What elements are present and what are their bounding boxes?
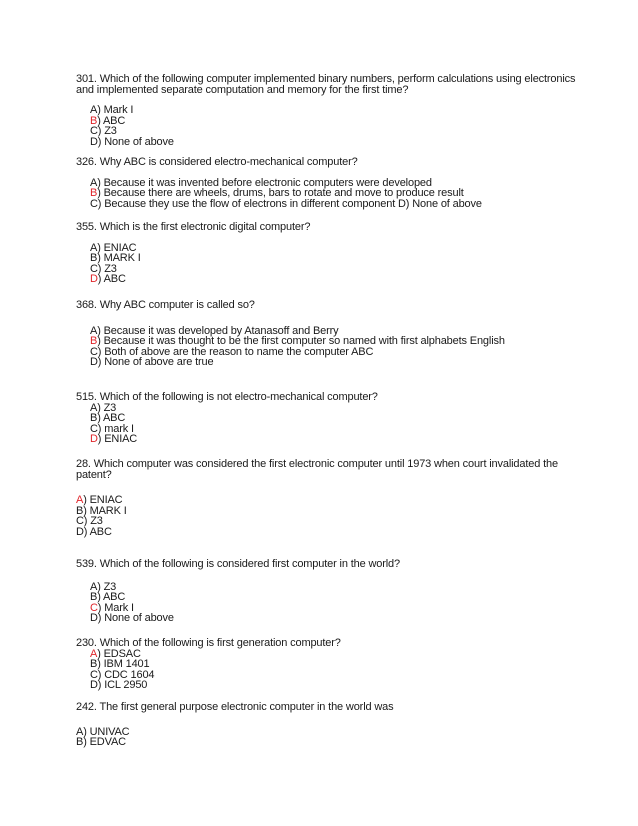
question-368 — [76, 300, 576, 368]
option-list — [76, 495, 576, 537]
question-text: 326. Why ABC is considered electro-mechanical computer? — [76, 156, 358, 168]
question-230 — [76, 638, 576, 691]
option-a: A) Z3 — [90, 401, 117, 414]
option-c: C) Because they use the flow of electrons in different component D) None of above — [90, 197, 482, 210]
option-b: B) Because it was thought to be the first computer so named with first alphabets English — [90, 335, 505, 347]
correct-answer-marker: D — [90, 273, 98, 285]
question-text: 355. Which is the first electronic digital computer? — [76, 221, 311, 233]
question-text: 28. Which computer was considered the first electronic computer until 1973 when court invalidated the patent? — [76, 458, 558, 481]
option-list — [76, 727, 576, 748]
option-c: C) mark I — [90, 422, 134, 435]
option-a: A) EDSAC — [90, 647, 141, 660]
question-text: 539. Which of the following is considered first computer in the world? — [76, 558, 400, 570]
option-list — [76, 105, 576, 147]
option-d: D) ENIAC — [90, 433, 138, 445]
question-text: 301. Which of the following computer implemented binary numbers, perform calculations using electronics and implemented separate computation and memory for the first time? — [76, 73, 576, 96]
option-d: D) ABC — [90, 273, 126, 285]
correct-answer-marker: A — [90, 647, 98, 660]
option-a: A) Z3 — [90, 580, 117, 593]
option-list — [76, 403, 576, 445]
option-list — [76, 326, 576, 368]
option-c: C) Z3 — [90, 262, 117, 275]
option-list — [76, 243, 576, 285]
question-515 — [76, 392, 576, 445]
option-a: A) UNIVAC — [76, 725, 130, 738]
correct-answer-marker: B — [90, 335, 98, 347]
question-539 — [76, 559, 576, 624]
option-list — [76, 582, 576, 624]
option-b: B) Because there are wheels, drums, bars to rotate and move to produce result — [90, 187, 464, 199]
option-b: B) EDVAC — [76, 736, 126, 748]
question-242 — [76, 702, 576, 748]
question-326 — [76, 157, 576, 209]
correct-answer-marker: B — [90, 187, 98, 199]
option-b: B) MARK I — [90, 252, 141, 264]
correct-answer-marker: C — [90, 601, 98, 614]
option-c: C) Z3 — [90, 125, 117, 137]
option-c: C) Both of above are the reason to name the computer ABC — [90, 345, 374, 358]
option-a: A) ENIAC — [90, 241, 137, 254]
question-355 — [76, 222, 576, 285]
correct-answer-marker: D — [90, 433, 98, 445]
option-a: A) Because it was invented before electronic computers were developed — [90, 176, 432, 189]
option-d: D) ICL 2950 — [90, 679, 148, 691]
option-list — [76, 649, 576, 691]
question-text: 368. Why ABC computer is called so? — [76, 299, 255, 311]
option-a: A) ENIAC — [76, 494, 123, 506]
question-text: 230. Which of the following is first generation computer? — [76, 637, 341, 649]
option-c: C) CDC 1604 — [90, 668, 155, 681]
option-b: B) ABC — [90, 114, 126, 127]
option-d: D) None of above — [90, 612, 174, 624]
question-text: 515. Which of the following is not electro-mechanical computer? — [76, 391, 378, 403]
option-a: A) Because it was developed by Atanasoff and Berry — [90, 324, 339, 337]
option-d: D) None of above — [90, 135, 174, 148]
option-d: D) ABC — [76, 525, 112, 538]
option-b: B) IBM 1401 — [90, 658, 150, 670]
question-301 — [76, 74, 576, 147]
option-b: B) ABC — [90, 591, 126, 603]
option-a: A) Mark I — [90, 104, 134, 116]
option-c: C) Mark I — [90, 601, 134, 614]
question-text: 242. The first general purpose electronic computer in the world was — [76, 701, 394, 713]
option-b: B) MARK I — [76, 504, 127, 517]
correct-answer-marker: A — [76, 494, 84, 506]
correct-answer-marker: B — [90, 114, 98, 127]
option-list — [76, 178, 576, 210]
option-d: D) None of above are true — [90, 356, 214, 368]
option-c: C) Z3 — [76, 515, 103, 527]
option-b: B) ABC — [90, 412, 126, 424]
question-28 — [76, 459, 576, 537]
